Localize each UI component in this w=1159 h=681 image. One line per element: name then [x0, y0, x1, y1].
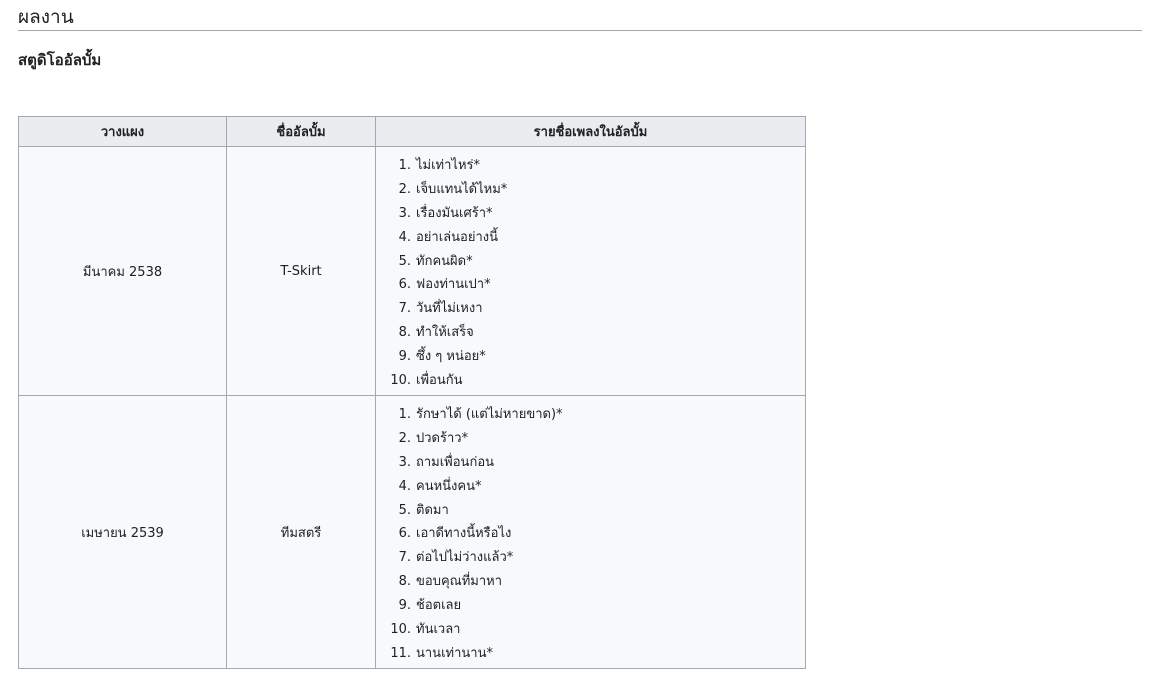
- track-number: 8.: [398, 574, 411, 590]
- table-row: [19, 147, 806, 396]
- track-number: 1.: [398, 158, 411, 173]
- track-title: เอาดีทางนี้หรือไง: [416, 526, 512, 542]
- track-title: รักษาได้ (แต่ไม่หายขาด)*: [416, 407, 563, 422]
- track-number: 3.: [398, 454, 411, 470]
- discography-table: [18, 116, 806, 669]
- track-item: [398, 321, 805, 345]
- track-title: ฟองท่านเปา*: [416, 277, 491, 293]
- track-item: [398, 297, 805, 321]
- track-number: 9.: [398, 598, 411, 614]
- release-date-cell: เมษายน 2539: [19, 396, 227, 669]
- header-album-name: ชื่ออัลบั้ม: [227, 117, 376, 147]
- header-release-date: วางแผง: [19, 117, 227, 147]
- track-title: เพื่อนกัน: [416, 373, 463, 389]
- track-list-cell: [376, 396, 806, 669]
- track-title: ปวดร้าว*: [416, 430, 469, 446]
- track-number: 3.: [398, 205, 411, 221]
- track-item: [398, 546, 805, 570]
- track-title: ซึ้ง ๆ หน่อย*: [416, 349, 486, 365]
- track-number: 11.: [390, 645, 411, 661]
- track-item: [398, 594, 805, 618]
- table-row: [19, 396, 806, 669]
- track-item: [398, 202, 805, 226]
- track-title: ต่อไปไม่ว่างแล้ว*: [416, 550, 514, 566]
- release-date-cell: มีนาคม 2538: [19, 147, 227, 396]
- track-title: ติดมา: [416, 502, 449, 518]
- track-item: [398, 250, 805, 274]
- section-heading: ผลงาน: [18, 4, 1142, 31]
- track-number: 6.: [398, 277, 411, 293]
- track-title: คนหนึ่งคน*: [416, 478, 482, 494]
- track-title: อย่าเล่นอย่างนี้: [416, 229, 498, 245]
- track-number: 5.: [398, 502, 411, 518]
- track-item: [398, 499, 805, 523]
- track-number: 7.: [398, 550, 411, 566]
- track-number: 10.: [390, 622, 411, 638]
- subsection-heading: สตูดิโออัลบั้ม: [18, 51, 102, 69]
- track-number: 9.: [398, 349, 411, 365]
- track-item: [398, 154, 805, 178]
- track-item: [398, 427, 805, 451]
- track-title: ถามเพื่อนก่อน: [416, 454, 495, 470]
- track-title: เจ็บแทนได้ไหม*: [416, 181, 508, 197]
- track-list: [376, 147, 805, 393]
- track-title: ทันเวลา: [416, 622, 461, 638]
- track-number: 7.: [398, 301, 411, 317]
- track-item: [390, 642, 805, 666]
- track-title: วันที่ไม่เหงา: [416, 301, 483, 317]
- track-item: [398, 451, 805, 475]
- track-number: 10.: [390, 373, 411, 389]
- track-item: [398, 178, 805, 202]
- track-item: [398, 475, 805, 499]
- track-list-cell: [376, 147, 806, 396]
- track-item: [398, 522, 805, 546]
- track-list: [376, 396, 805, 666]
- table-header-row: [19, 117, 806, 147]
- track-item: [398, 570, 805, 594]
- track-title: นานเท่านาน*: [416, 645, 493, 661]
- track-title: ขอบคุณที่มาหา: [416, 574, 503, 590]
- track-title: ไม่เท่าไหร่*: [416, 158, 481, 173]
- track-item: [398, 403, 805, 427]
- track-number: 8.: [398, 325, 411, 341]
- track-number: 2.: [398, 181, 411, 197]
- track-number: 1.: [398, 407, 411, 422]
- track-item: [398, 226, 805, 250]
- album-name-cell: ทีมสตรี: [227, 396, 376, 669]
- track-item: [398, 345, 805, 369]
- track-title: เรื่องมันเศร้า*: [416, 205, 493, 221]
- track-number: 6.: [398, 526, 411, 542]
- track-item: [390, 618, 805, 642]
- track-title: ทักคนผิด*: [416, 253, 473, 269]
- track-number: 4.: [398, 229, 411, 245]
- track-number: 2.: [398, 430, 411, 446]
- track-item: [398, 273, 805, 297]
- track-number: 4.: [398, 478, 411, 494]
- track-number: 5.: [398, 253, 411, 269]
- track-title: ช้อตเลย: [416, 598, 462, 614]
- header-track-list: รายชื่อเพลงในอัลบั้ม: [376, 117, 806, 147]
- track-title: ทำให้เสร็จ: [416, 325, 474, 341]
- album-name-cell: T-Skirt: [227, 147, 376, 396]
- track-item: [390, 369, 805, 393]
